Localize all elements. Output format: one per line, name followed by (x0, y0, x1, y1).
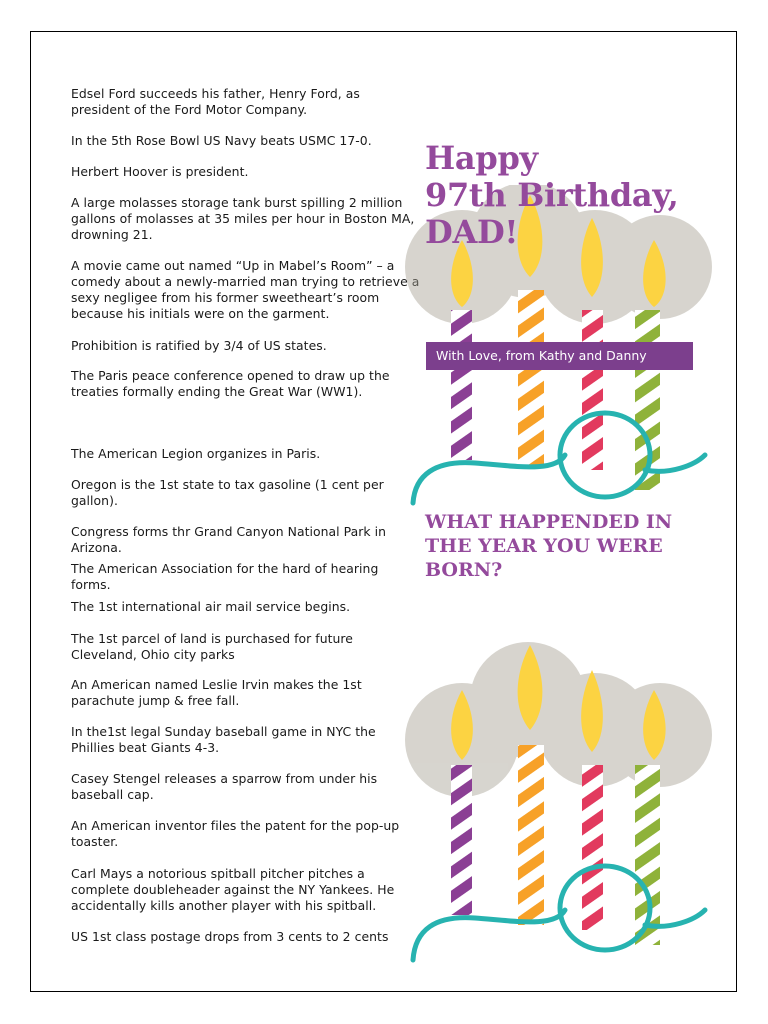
fact-item: Casey Stengel releases a sparrow from under his baseball cap. (71, 771, 378, 802)
fact-item: Herbert Hoover is president. (71, 164, 249, 179)
fact-item: The American Legion organizes in Paris. (71, 446, 321, 461)
headline-line: Happy (425, 139, 538, 177)
fact-item: The 1st parcel of land is purchased for future Cleveland, Ohio city parks (71, 631, 353, 662)
fact-item: Congress forms thr Grand Canyon National Park in Arizona. (71, 524, 387, 555)
fact-item: The American Association for the hard of hearing forms. (71, 561, 379, 592)
fact-item: US 1st class postage drops from 3 cents to 2 cents (71, 929, 389, 944)
fact-item: An American inventor files the patent for the pop-up toaster. (71, 818, 400, 849)
fact-item: A large molasses storage tank burst spilling 2 million gallons of molasses at 35 miles per hour in Boston MA, drowning 21. (71, 195, 415, 242)
fact-item: The Paris peace conference opened to draw up the treaties formally ending the Great War (WW1). (71, 368, 390, 399)
fact-item: Prohibition is ratified by 3/4 of US states. (71, 338, 327, 353)
section-heading-line: BORN? (425, 559, 503, 581)
headline-line: DAD! (425, 213, 519, 251)
birthday-headline (425, 140, 725, 251)
fact-item: Edsel Ford succeeds his father, Henry Ford, as president of the Ford Motor Company. (71, 86, 360, 117)
section-heading (425, 510, 725, 582)
fact-item: An American named Leslie Irvin makes the 1st parachute jump & free fall. (71, 677, 362, 708)
section-heading-line: THE YEAR YOU WERE (425, 535, 663, 557)
fact-item: In the 5th Rose Bowl US Navy beats USMC 17-0. (71, 133, 372, 148)
birthday-candles-icon (405, 630, 725, 965)
fact-item: The 1st international air mail service begins. (71, 599, 351, 614)
fact-item: Carl Mays a notorious spitball pitcher pitches a complete doubleheader against the NY Yankees. He accidentally kills another player with his spitball. (71, 866, 395, 913)
dedication-banner: With Love, from Kathy and Danny (426, 342, 693, 370)
headline-line: 97th Birthday, (425, 176, 679, 214)
fact-item: A movie came out named “Up in Mabel’s Room” – a comedy about a newly-married man trying to retrieve a sexy negligee from his former sweetheart’s room because his initials were on the garment. (71, 258, 420, 321)
fact-item: In the1st legal Sunday baseball game in NYC the Phillies beat Giants 4-3. (71, 724, 376, 755)
section-heading-line: WHAT HAPPENDED IN (425, 511, 673, 533)
fact-item: Oregon is the 1st state to tax gasoline (1 cent per gallon). (71, 477, 384, 508)
